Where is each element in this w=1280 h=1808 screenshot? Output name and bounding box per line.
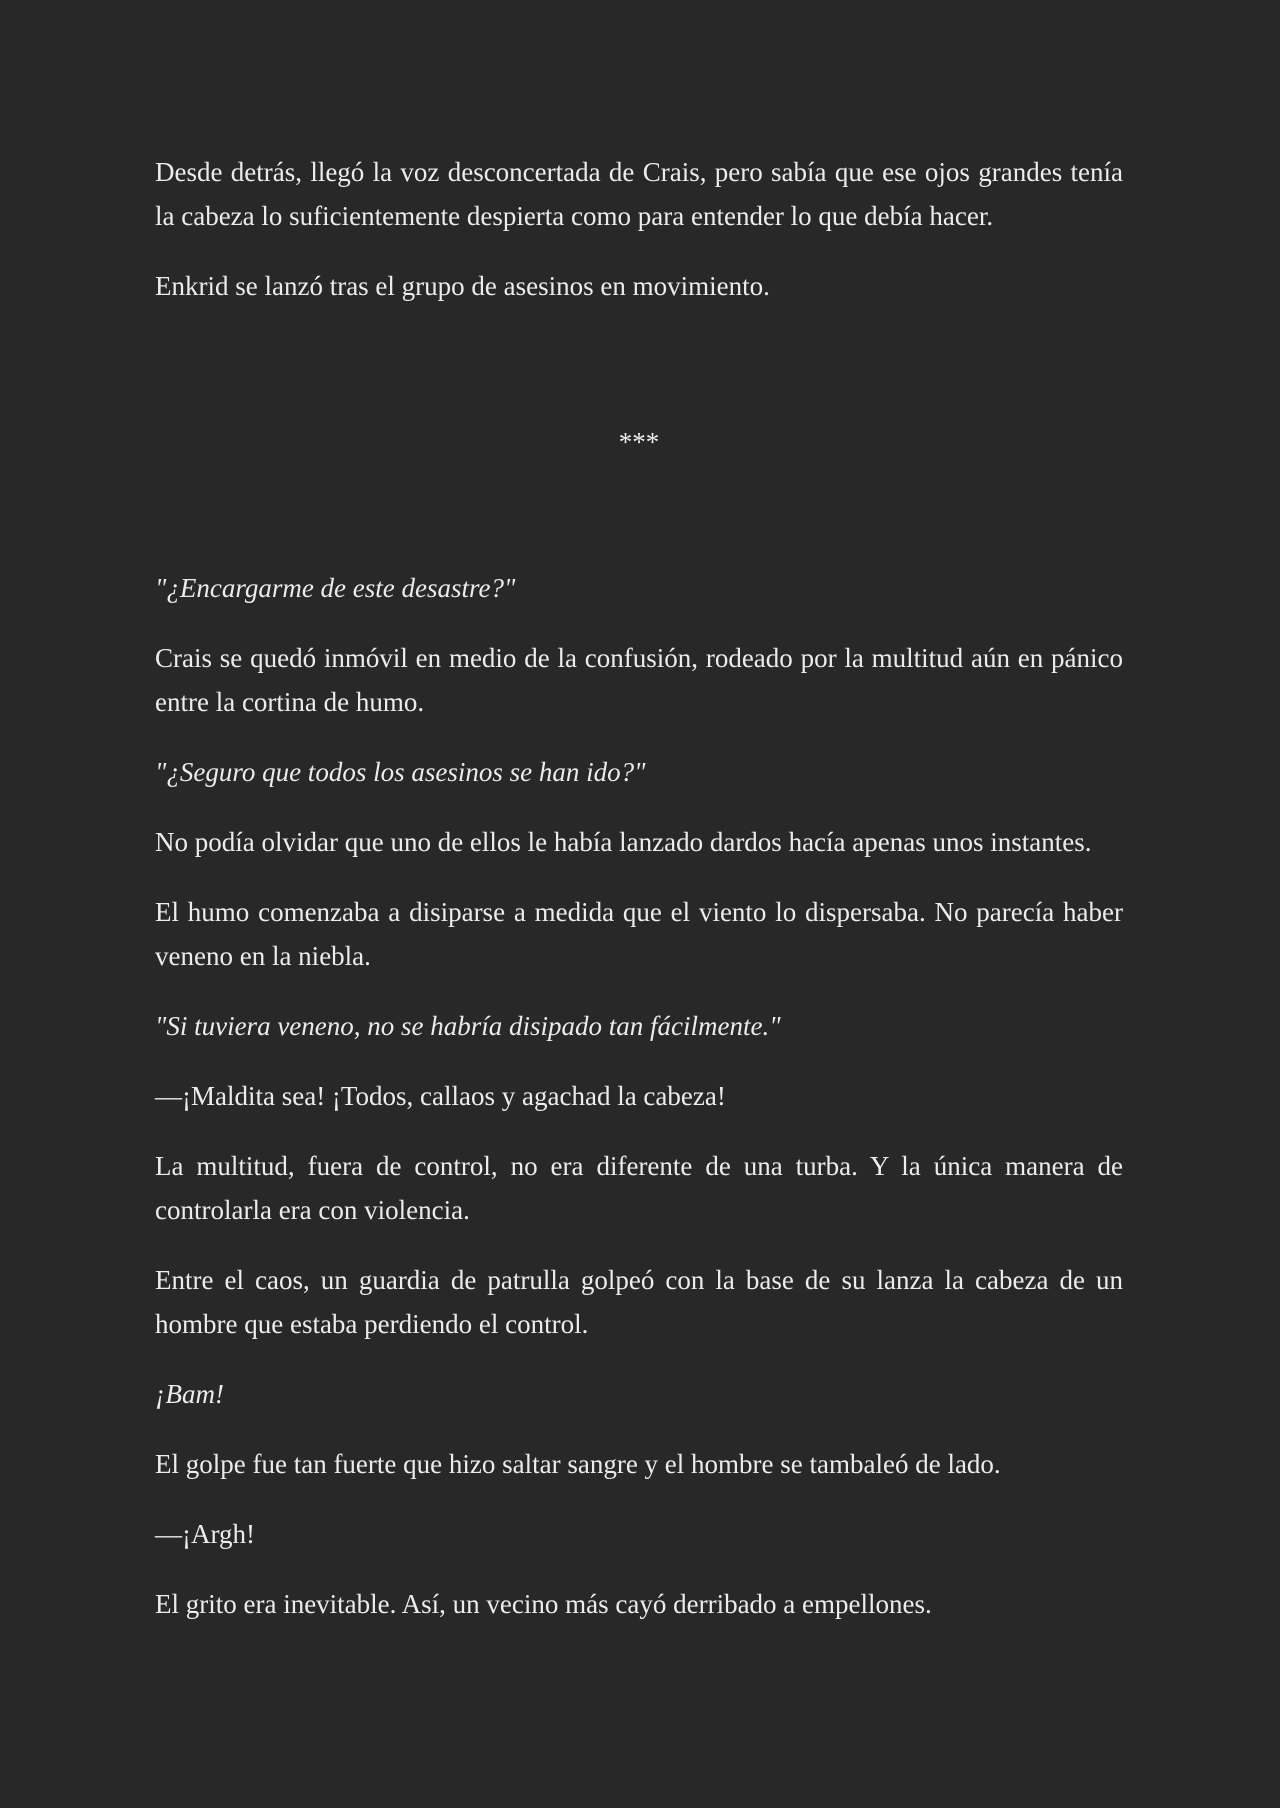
paragraph-5: El humo comenzaba a disiparse a medida que el viento lo dispersaba. No parecía haber veneno en la niebla. (155, 897, 1123, 971)
thought-1: "¿Encargarme de este desastre?" (155, 573, 516, 603)
paragraph-8: El golpe fue tan fuerte que hizo saltar sangre y el hombre se tambaleó de lado. (155, 1449, 1001, 1479)
paragraph-3: Crais se quedó inmóvil en medio de la confusión, rodeado por la multitud aún en pánico entre la cortina de humo. (155, 643, 1123, 717)
thought-2: "¿Seguro que todos los asesinos se han ido?" (155, 757, 646, 787)
dialogue-1: —¡Maldita sea! ¡Todos, callaos y agachad la cabeza! (155, 1081, 726, 1111)
paragraph-7: Entre el caos, un guardia de patrulla golpeó con la base de su lanza la cabeza de un hombre que estaba perdiendo el control. (155, 1265, 1123, 1339)
paragraph-9: El grito era inevitable. Así, un vecino más cayó derribado a empellones. (155, 1589, 932, 1619)
paragraph-6: La multitud, fuera de control, no era diferente de una turba. Y la única manera de controlarla era con violencia. (155, 1151, 1123, 1225)
dialogue-2: —¡Argh! (155, 1519, 255, 1549)
paragraph-1: Desde detrás, llegó la voz desconcertada de Crais, pero sabía que ese ojos grandes tenía la cabeza lo suficientemente despierta como para entender lo que debía hacer. (155, 157, 1123, 231)
paragraph-2: Enkrid se lanzó tras el grupo de asesinos en movimiento. (155, 271, 770, 301)
scene-separator: *** (618, 427, 660, 457)
reader-content (155, 150, 1123, 1652)
sound-effect: ¡Bam! (155, 1379, 224, 1409)
thought-3: "Si tuviera veneno, no se habría disipado tan fácilmente." (155, 1011, 781, 1041)
paragraph-4: No podía olvidar que uno de ellos le había lanzado dardos hacía apenas unos instantes. (155, 827, 1092, 857)
